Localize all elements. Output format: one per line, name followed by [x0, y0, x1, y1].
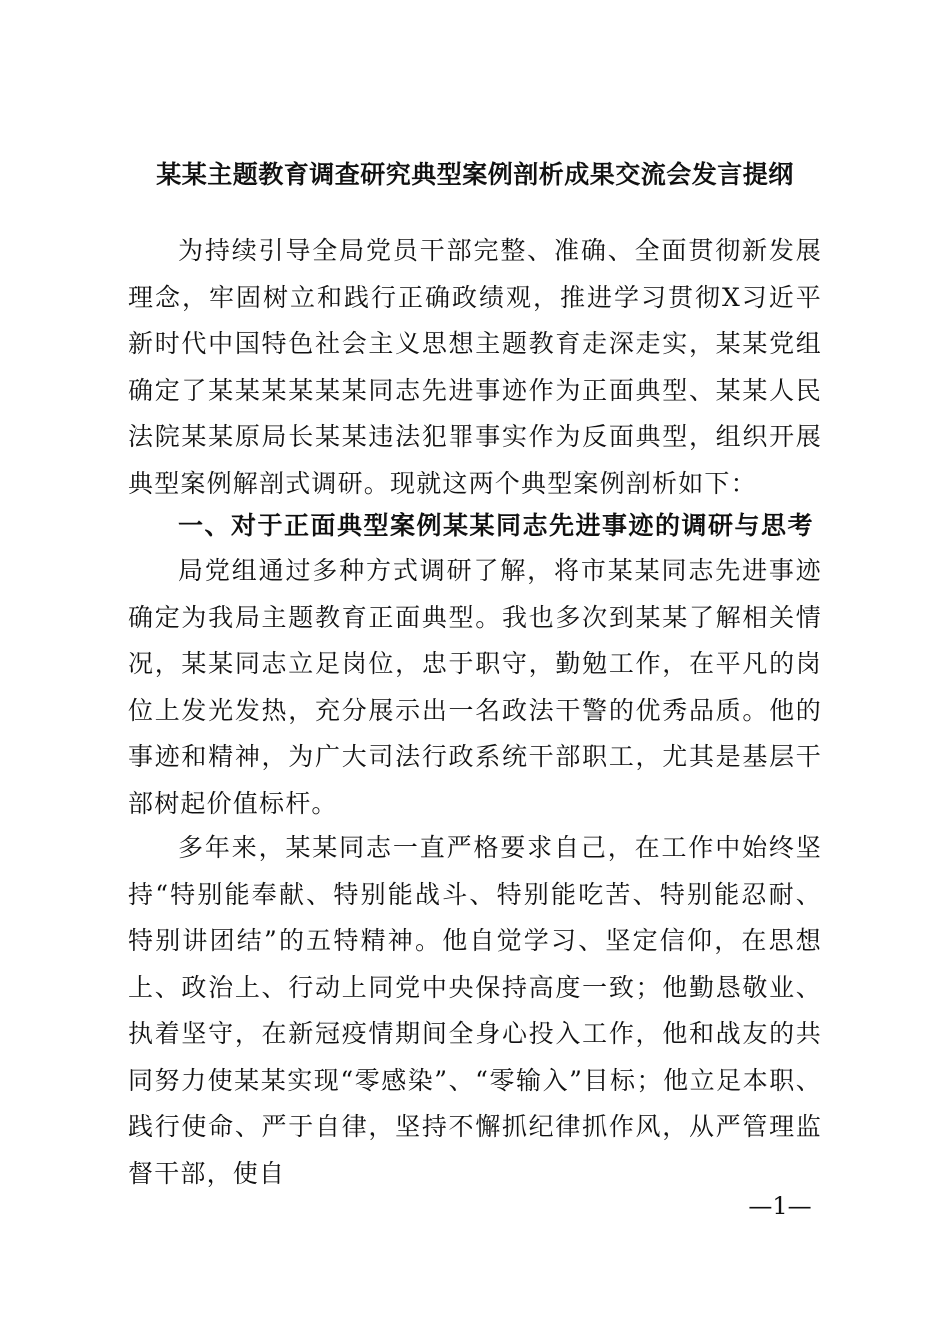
document-title: 某某主题教育调查研究典型案例剖析成果交流会发言提纲: [156, 160, 794, 189]
page-number: —1—: [748, 1192, 812, 1220]
paragraph-intro: 为持续引导全局党员干部完整、准确、全面贯彻新发展理念，牢固树立和践行正确政绩观，推进学习贯彻X习近平新时代中国特色社会主义思想主题教育走深走实，某某党组确定了某某某某某某同志先进事迹作为正面典型、某某人民法院某某原局长某某违法犯罪事实作为反面典型，组织开展典型案例解剖式调研。现就这两个典型案例剖析如下：: [128, 236, 822, 498]
paragraph-research: 局党组通过多种方式调研了解，将市某某同志先进事迹确定为我局主题教育正面典型。我也多次到某某了解相关情况，某某同志立足岗位，忠于职守，勤勉工作，在平凡的岗位上发光发热，充分展示出一名政法干警的优秀品质。他的事迹和精神，为广大司法行政系统干部职工，尤其是基层干部树起价值标杆。: [128, 556, 822, 818]
paragraph-deeds: 多年来，某某同志一直严格要求自己，在工作中始终坚持“特别能奉献、特别能战斗、特别能吃苦、特别能忍耐、特别讲团结”的五特精神。他自觉学习、坚定信仰，在思想上、政治上、行动上同党中央保持高度一致；他勤恳敬业、执着坚守，在新冠疫情期间全身心投入工作，他和战友的共同努力使某某实现“零感染”、“零输入”目标；他立足本职、践行使命、严于自律，坚持不懈抓纪律抓作风，从严管理监督干部，使自: [128, 833, 822, 1188]
section-heading-1: 一、对于正面典型案例某某同志先进事迹的调研与思考: [178, 511, 815, 540]
